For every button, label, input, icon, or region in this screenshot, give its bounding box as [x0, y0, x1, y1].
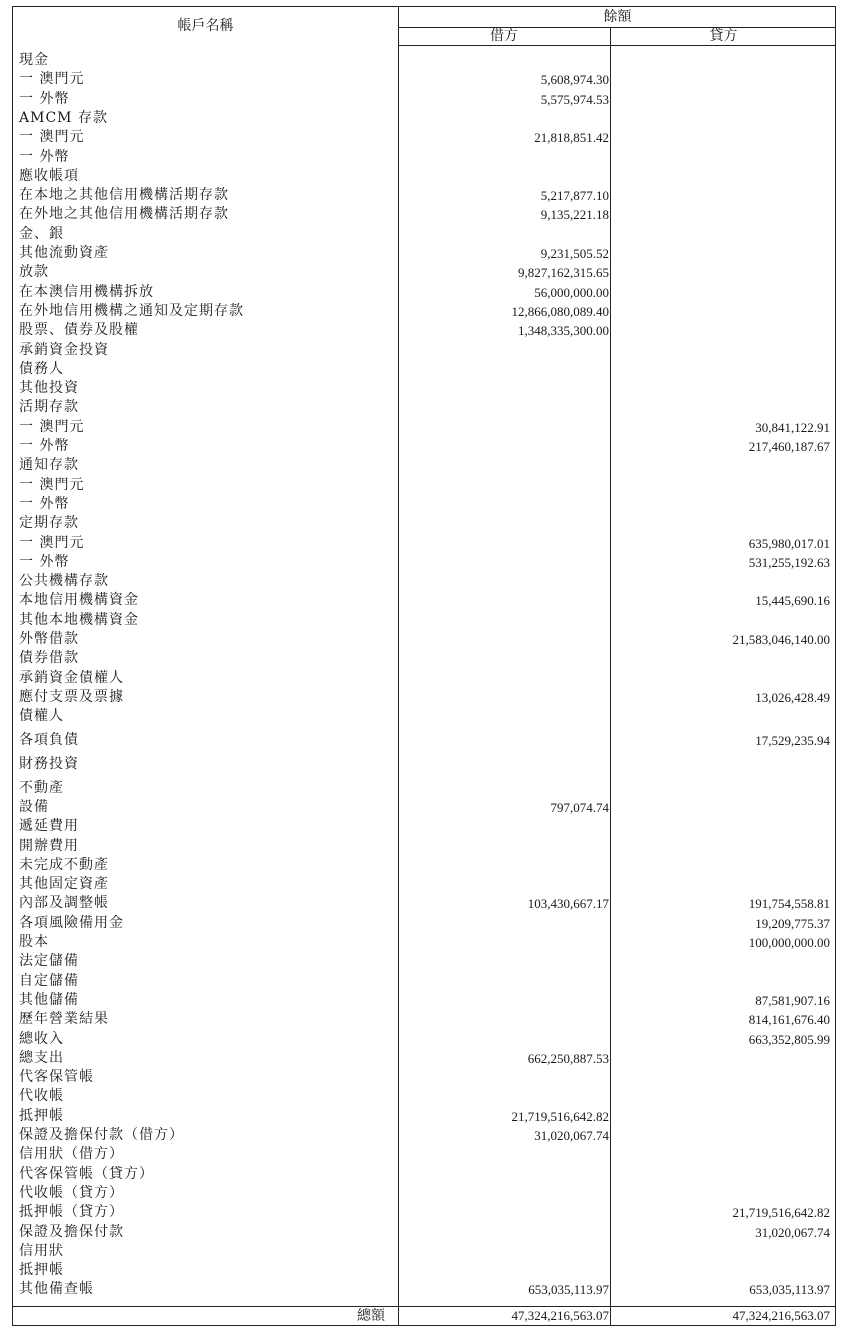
table-row	[13, 798, 835, 817]
header-divider-sub	[398, 45, 835, 46]
row-label: 信用狀	[19, 1242, 64, 1259]
row-label: 保證及擔保付款（借方）	[19, 1127, 184, 1143]
row-debit: 21,818,851.42	[534, 130, 609, 146]
table-row	[13, 1203, 835, 1222]
table-row	[13, 553, 835, 572]
row-label: 承銷資金債權人	[19, 669, 124, 686]
row-label: 在本澳信用機構拆放	[19, 283, 154, 300]
row-label: 其他流動資產	[19, 245, 109, 261]
row-credit: 13,026,428.49	[755, 689, 830, 705]
row-label: 其他本地機構資金	[19, 611, 139, 628]
row-label: 其他固定資產	[19, 876, 109, 893]
row-label: 債權人	[19, 708, 64, 725]
row-label: 抵押帳	[19, 1107, 64, 1124]
row-label: 一 外幣	[19, 495, 70, 512]
row-credit: 87,581,907.16	[755, 992, 830, 1008]
row-label: 通知存款	[19, 457, 79, 474]
header-balance: 餘額	[603, 9, 632, 25]
row-label: 一 外幣	[19, 438, 70, 454]
row-label: 代收帳	[19, 1088, 64, 1105]
row-label: 活期存款	[19, 399, 79, 416]
row-label: 一 澳門元	[19, 534, 85, 551]
total-row	[13, 1306, 835, 1325]
table-row	[13, 51, 835, 70]
table-row	[13, 731, 835, 750]
table-row	[13, 837, 835, 856]
row-credit: 21,719,516,642.82	[732, 1205, 830, 1221]
table-row	[13, 1087, 835, 1106]
table-row	[13, 225, 835, 244]
table-row	[13, 167, 835, 186]
row-label: 放款	[19, 264, 49, 281]
row-label: 不動產	[19, 779, 64, 796]
table-row	[13, 952, 835, 971]
row-label: 保證及擔保付款	[19, 1223, 124, 1240]
row-label: 一 外幣	[19, 148, 70, 165]
row-debit: 9,827,162,315.65	[518, 265, 609, 281]
table-row	[13, 991, 835, 1010]
row-label: 現金	[19, 52, 49, 68]
table-row	[13, 495, 835, 514]
row-credit: 30,841,122.91	[755, 419, 830, 435]
table-row	[13, 669, 835, 688]
row-label: 應收帳項	[19, 167, 79, 184]
row-label: 一 外幣	[19, 90, 70, 107]
row-label: AMCM 存款	[19, 109, 108, 126]
table-row	[13, 128, 835, 147]
table-row	[13, 476, 835, 495]
table-row	[13, 437, 835, 456]
row-debit: 12,866,080,089.40	[511, 303, 609, 319]
table-row	[13, 1223, 835, 1242]
row-credit: 17,529,235.94	[755, 733, 830, 748]
row-label: 金、銀	[19, 225, 64, 242]
row-label: 總收入	[19, 1030, 64, 1047]
row-label: 一 澳門元	[19, 129, 85, 146]
table-row	[13, 779, 835, 798]
row-debit: 5,217,877.10	[540, 188, 609, 204]
row-label: 各項風險備用金	[19, 914, 124, 931]
table-row	[13, 1107, 835, 1126]
row-label: 一 澳門元	[19, 71, 85, 88]
table-row	[13, 611, 835, 630]
row-debit: 662,250,887.53	[527, 1050, 609, 1066]
table-row	[13, 817, 835, 836]
header-account-name: 帳戶名稱	[177, 18, 234, 34]
table-row	[13, 70, 835, 89]
table-row	[13, 1126, 835, 1145]
table-row	[13, 630, 835, 649]
row-credit: 100,000,000.00	[748, 935, 830, 950]
row-label: 其他備查帳	[19, 1281, 94, 1298]
row-label: 定期存款	[19, 515, 79, 532]
row-label: 歷年營業結果	[19, 1011, 109, 1028]
table-row	[13, 1165, 835, 1184]
table-row	[13, 875, 835, 894]
row-label: 債務人	[19, 360, 64, 377]
header-credit: 貸方	[709, 28, 738, 44]
row-credit: 635,980,017.01	[748, 535, 830, 551]
row-debit: 9,135,221.18	[540, 207, 609, 223]
table-row	[13, 186, 835, 205]
row-label: 總支出	[19, 1049, 64, 1066]
row-label: 開辦費用	[19, 837, 79, 854]
row-debit: 5,608,974.30	[540, 72, 609, 88]
row-label: 承銷資金投資	[19, 341, 109, 358]
table-row	[13, 456, 835, 475]
row-label: 自定儲備	[19, 972, 79, 989]
total-label: 總額	[357, 1308, 385, 1324]
row-credit: 191,754,558.81	[748, 896, 830, 912]
row-label: 債券借款	[19, 650, 79, 667]
table-row	[13, 341, 835, 360]
row-label: 抵押帳	[19, 1262, 64, 1279]
row-debit: 9,231,505.52	[540, 246, 609, 261]
table-row	[13, 1049, 835, 1068]
table-row	[13, 933, 835, 952]
row-label: 一 外幣	[19, 553, 70, 570]
table-row	[13, 379, 835, 398]
table-row	[13, 972, 835, 991]
row-credit: 653,035,113.97	[749, 1282, 830, 1298]
table-row	[13, 914, 835, 933]
row-label: 一 澳門元	[19, 418, 85, 435]
row-debit: 103,430,667.17	[527, 896, 609, 912]
table-row	[13, 418, 835, 437]
table-row	[13, 1010, 835, 1029]
row-label: 抵押帳（貸方）	[19, 1204, 124, 1221]
table-row	[13, 707, 835, 726]
table-row	[13, 109, 835, 128]
row-label: 股票、債券及股權	[19, 322, 139, 339]
row-credit: 663,352,805.99	[748, 1031, 830, 1047]
table-row	[13, 1280, 835, 1299]
table-row	[13, 1030, 835, 1049]
table-row	[13, 649, 835, 668]
row-credit: 21,583,046,140.00	[732, 632, 830, 647]
table-row	[13, 591, 835, 610]
row-credit: 814,161,676.40	[748, 1012, 830, 1028]
table-row	[13, 1242, 835, 1261]
row-debit: 31,020,067.74	[534, 1128, 609, 1143]
table-row	[13, 302, 835, 321]
row-label: 外幣借款	[19, 631, 79, 647]
table-row	[13, 263, 835, 282]
table-row	[13, 398, 835, 417]
row-label: 代收帳（貸方）	[19, 1184, 124, 1201]
table-row	[13, 755, 835, 774]
table-row	[13, 148, 835, 167]
row-debit: 21,719,516,642.82	[511, 1108, 609, 1124]
row-label: 在本地之其他信用機構活期存款	[19, 187, 229, 204]
balance-sheet-table	[12, 6, 836, 1326]
table-row	[13, 856, 835, 875]
row-label: 其他儲備	[19, 991, 79, 1008]
table-row	[13, 1261, 835, 1280]
row-label: 設備	[19, 798, 49, 815]
table-row	[13, 572, 835, 591]
total-credit: 47,324,216,563.07	[732, 1308, 830, 1323]
table-row	[13, 1145, 835, 1164]
table-row	[13, 90, 835, 109]
row-credit: 31,020,067.74	[755, 1224, 830, 1240]
row-label: 內部及調整帳	[19, 895, 109, 912]
row-label: 信用狀（借方）	[19, 1146, 124, 1163]
row-debit: 653,035,113.97	[528, 1282, 609, 1298]
row-debit: 56,000,000.00	[534, 284, 609, 300]
table-row	[13, 244, 835, 263]
table-row	[13, 360, 835, 379]
total-debit: 47,324,216,563.07	[511, 1308, 609, 1323]
table-row	[13, 283, 835, 302]
row-label: 應付支票及票據	[19, 688, 124, 705]
header-debit: 借方	[490, 28, 518, 44]
table-row	[13, 1068, 835, 1087]
row-label: 本地信用機構資金	[19, 592, 139, 609]
table-row	[13, 514, 835, 533]
table-row	[13, 205, 835, 224]
row-credit: 531,255,192.63	[748, 554, 830, 570]
row-credit: 217,460,187.67	[748, 439, 830, 454]
row-label: 代客保管帳	[19, 1069, 94, 1086]
row-label: 未完成不動產	[19, 856, 109, 873]
row-debit: 797,074.74	[550, 799, 609, 815]
table-row	[13, 688, 835, 707]
row-label: 在外地信用機構之通知及定期存款	[19, 302, 244, 319]
row-debit: 1,348,335,300.00	[518, 323, 609, 339]
row-label: 在外地之其他信用機構活期存款	[19, 206, 229, 223]
table-row	[13, 894, 835, 913]
row-label: 一 澳門元	[19, 476, 85, 493]
row-label: 其他投資	[19, 380, 79, 397]
row-label: 遞延費用	[19, 818, 79, 835]
table-row	[13, 1184, 835, 1203]
row-label: 股本	[19, 934, 49, 950]
row-label: 公共機構存款	[19, 573, 109, 590]
table-row	[13, 534, 835, 553]
row-debit: 5,575,974.53	[540, 91, 609, 107]
row-label: 法定儲備	[19, 953, 79, 970]
row-credit: 19,209,775.37	[755, 915, 830, 931]
row-label: 代客保管帳（貸方）	[19, 1165, 154, 1182]
row-credit: 15,445,690.16	[755, 593, 830, 609]
row-label: 財務投資	[19, 755, 79, 772]
row-label: 各項負債	[19, 732, 79, 748]
table-row	[13, 321, 835, 340]
